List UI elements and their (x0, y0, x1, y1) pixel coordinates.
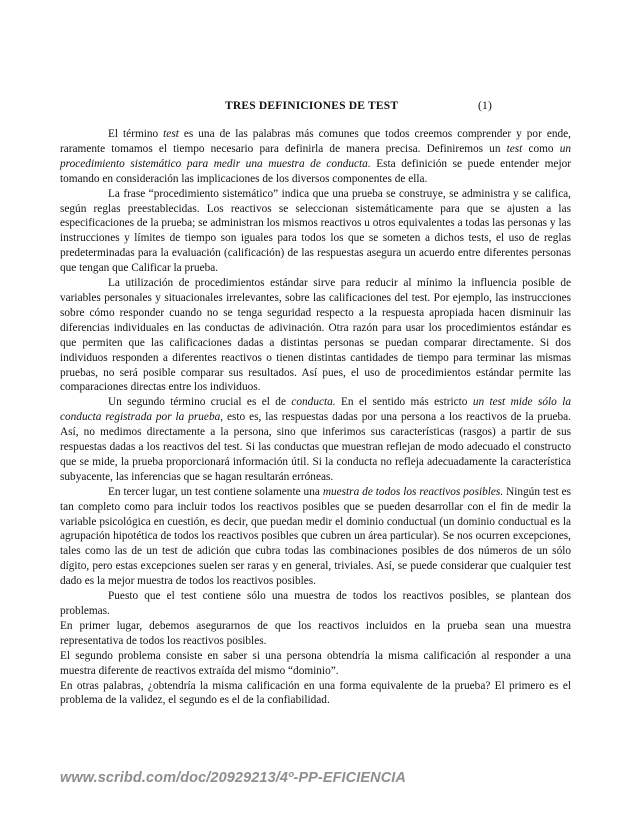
italic-text-run: muestra de todos los reactivos posibles. (322, 485, 504, 498)
italic-text-run: test (506, 142, 523, 155)
paragraph-2 (60, 187, 571, 276)
heading-row (60, 100, 571, 120)
paragraph-9 (60, 679, 571, 709)
italic-text-run: test (163, 128, 179, 140)
text-run: En otras palabras, ¿obtendría la misma calificación en una forma equivalente de la prueba? El primero es el problema de la validez, el segundo es el de la confiabilidad. (60, 679, 571, 707)
text-run: Un segundo término crucial es el de (108, 396, 292, 409)
text-run: como (522, 142, 560, 155)
italic-text-run: un test mide sólo la conducta registrada por la prueba (60, 396, 571, 424)
text-run: Puesto que el test contiene sólo una muestra de todos los reactivos posibles, se plantean dos problemas. (60, 590, 571, 617)
text-run: La frase “procedimiento sistemático” indica que una prueba se construye, se administra y se califica, según reglas preestablecidas. Los reactivos se seleccionan sistemáticamente para que se ajusten a las especificaciones de la prueba; se administran los mismos reactivos u otros equivalentes a todas las personas y las instrucciones y límites de tiempo son iguales para todos los que se someten a dichos tests, el uso de reglas predeterminadas para la evaluación (calificación) de las respuestas asegura un acuerdo entre diferentes personas que tengan que Calificar la prueba. (60, 187, 571, 275)
document-body (60, 127, 571, 708)
document-page (60, 100, 571, 708)
paragraph-5 (60, 485, 571, 589)
paragraph-7 (60, 619, 571, 649)
italic-text-run: un procedimiento sistemático para medir una muestra de conducta. (60, 142, 572, 170)
text-run: Esta definición se puede entender mejor tomando en consideración las implicaciones de los diversos componentes de ella. (60, 157, 571, 185)
text-run: La utilización de procedimientos estándar sirve para reducir al mínimo la influencia posible de variables personales y situacionales irrelevantes, sobre las calificaciones del test. Por ejemplo, las instrucciones sobre cómo responder cuando no se tenga seguridad respecto a la respuesta apropiada hacen disminuir las diferencias individuales en las conductas de adivinación. Otra razón para usar los procedimientos estándar es que permiten que las calificaciones dadas a distintas personas se puedan comparar directamente. Si dos individuos responden a diferentes reactivos o tienen distintas cantidades de tiempo para terminar las mismas pruebas, no será posible comparar sus resultados. Así pues, el uso de procedimientos estándar permite las comparaciones directas entre los individuos. (60, 277, 571, 394)
text-run: En el sentido más estricto (335, 396, 473, 409)
document-title: TRES DEFINICIONES DE TEST (225, 100, 399, 112)
text-run: El segundo problema consiste en saber si una persona obtendría la misma calificación al responder a una muestra diferente de reactivos extraída del mismo “dominio”. (60, 649, 571, 677)
text-run: En primer lugar, debemos asegurarnos de que los reactivos incluidos en la prueba sean una muestra representativa de todos los reactivos posibles. (60, 619, 571, 647)
text-run: El término (108, 128, 164, 140)
text-run: es una de las palabras más comunes que todos creemos comprender y por ende, raramente tomamos el tiempo necesario para definirla de manera precisa. Definiremos un (60, 128, 571, 155)
italic-text-run: conducta. (291, 396, 336, 409)
text-run: En tercer lugar, un test contiene solamente una (108, 485, 323, 498)
paragraph-3 (60, 276, 571, 395)
source-url-footer: www.scribd.com/doc/20929213/4º-PP-EFICIENCIA (60, 770, 406, 786)
paragraph-6 (60, 589, 571, 619)
paragraph-8 (60, 649, 571, 679)
footnote-reference: (1) (478, 100, 493, 112)
paragraph-4 (60, 395, 571, 484)
text-run: , esto es, las respuestas dadas por una persona a los reactivos de la prueba. Así, no medimos directamente a la persona, sino que inferimos sus características (rasgos) a partir de sus respuestas dadas a los reactivos del test. Si las conductas que muestran reflejan de modo adecuado el constructo que se mide, la prueba proporcionará información útil. Si la conducta no refleja adecuadamente la característica subyacente, las inferencias que se hagan resultarán erróneas. (60, 411, 571, 483)
text-run: Ningún test es tan completo como para incluir todos los reactivos posibles que se pueden desarrollar con el fin de medir la variable psicológica en cuestión, es decir, que puedan medir el dominio conductual (un dominio conductual es la agrupación hipotética de todos los reactivos posibles que cubren un área particular). Se nos ocurren excepciones, tales como las de un test de adición que cubra todas las combinaciones posibles de dos números de un sólo dígito, pero estas excepciones suelen ser raras y en general, triviales. Así, se puede considerar que cualquier test dado es la mejor muestra de todos los reactivos posibles. (60, 485, 571, 588)
paragraph-1 (60, 127, 571, 187)
